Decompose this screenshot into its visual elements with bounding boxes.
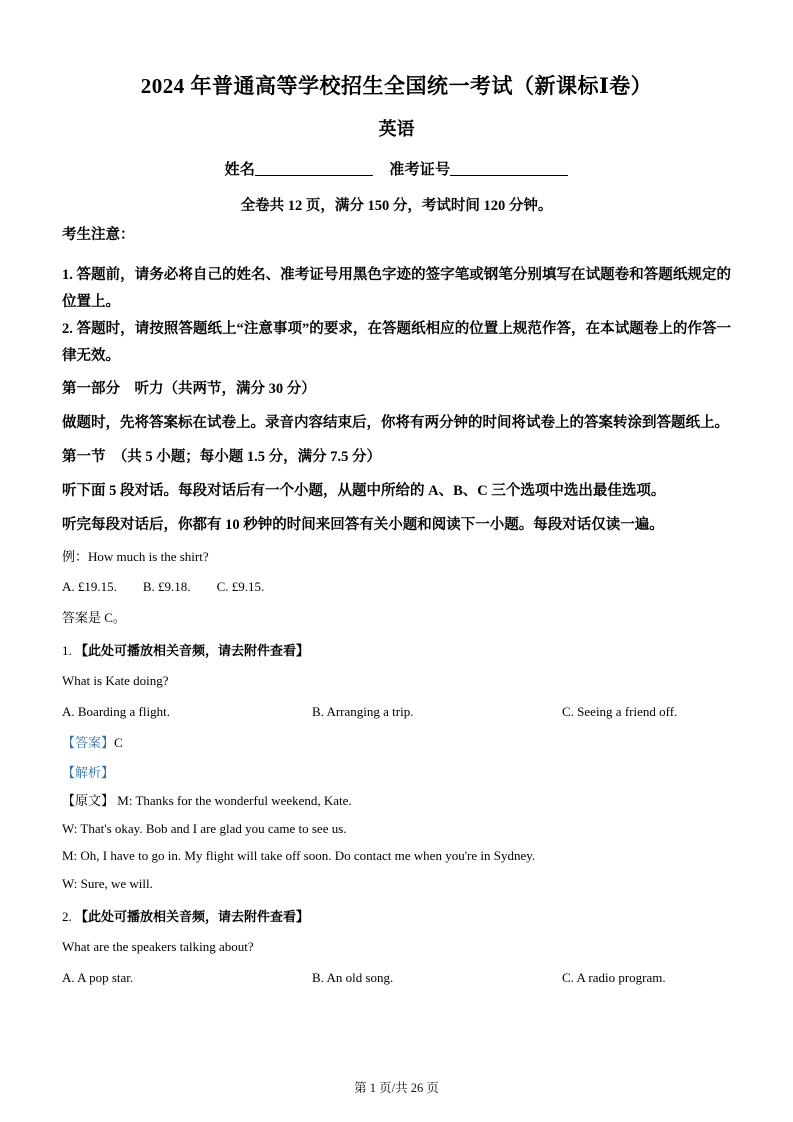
subject-title: 英语 [378,119,415,140]
question-1-option-a[interactable]: A. Boarding a flight. [62,703,170,719]
section-one-desc-1: 听下面 5 段对话。每段对话后有一个小题，从题中所给的 A、B、C 三个选项中选出最佳选项。 [62,482,666,499]
question-1-option-c[interactable]: C. Seeing a friend off. [562,703,678,719]
answer-label: 【答案】 [62,734,115,750]
part-one-desc: 做题时，先将答案标在试卷上。录音内容结束后，你将有两分钟的时间将试卷上的答案转涂到答题纸上。 [62,415,729,432]
answer-value: C [114,734,123,750]
example-answer: 答案是 C。 [62,609,126,625]
identity-line [62,158,731,179]
example-options [62,575,731,600]
example-question: 例：How much is the shirt? [62,548,209,564]
question-2-header [62,905,731,930]
question-1-audio-note[interactable]: 【此处可播放相关音频，请去附件查看】 [75,642,310,658]
section-one-desc-2: 听完每段对话后，你都有 10 秒钟的时间来回答有关小题和阅读下一小题。每段对话仅读一遍。 [62,516,664,533]
notice-item-1: 1. 答题前，请务必将自己的姓名、准考证号用黑色字迹的签字笔或钢笔分别填写在试题卷和答题纸规定的位置上。 [62,267,731,311]
question-2-audio-note[interactable]: 【此处可播放相关音频，请去附件查看】 [75,908,310,924]
page-footer: 第 1 页/共 26 页 [354,1081,439,1095]
question-1-script-line-3: M: Oh, I have to go in. My flight will take off soon. Do contact me when you're in Sydney. [62,848,536,864]
example-option-a: A. £19.15. [62,579,117,595]
notice-item-2: 2. 答题时，请按照答题纸上“注意事项”的要求，在答题纸相应的位置上规范作答，在本试题卷上的作答一律无效。 [62,320,731,364]
notice-block [62,262,731,369]
script-label: 【原文】 [62,793,115,809]
ticket-label: 准考证号 [389,162,451,179]
part-one-heading: 第一部分 听力（共两节，满分 30 分） [62,381,316,398]
question-1-header [62,639,731,664]
question-2-stem: What are the speakers talking about? [62,939,254,955]
page-title: 2024 年普通高等学校招生全国统一考试（新课标Ⅰ卷） [140,74,653,98]
question-2-options [62,966,731,991]
question-1-stem: What is Kate doing? [62,673,169,689]
notice-heading: 考生注意： [62,227,135,244]
question-2-option-c[interactable]: C. A radio program. [562,970,666,986]
question-2-number: 2. [62,908,72,924]
question-1-script-line-4: W: Sure, we will. [62,876,153,892]
section-one-heading: 第一节 （共 5 小题；每小题 1.5 分，满分 7.5 分） [62,449,381,466]
example-option-b: B. £9.18. [142,579,191,595]
question-1-option-b[interactable]: B. Arranging a trip. [312,703,414,719]
question-1-script-line-2: W: That's okay. Bob and I are glad you came to see us. [62,820,347,836]
name-blank[interactable] [255,175,373,176]
question-1-number: 1. [62,642,72,658]
question-1-analysis-label: 【解析】 [62,765,115,781]
name-label: 姓名 [224,162,256,179]
exam-info: 全卷共 12 页，满分 150 分，考试时间 120 分钟。 [240,198,553,215]
question-2-option-b[interactable]: B. An old song. [312,970,394,986]
question-1-options [62,700,731,725]
question-1-answer [62,731,731,756]
question-1-script-line-1 [62,789,731,814]
question-2-option-a[interactable]: A. A pop star. [62,970,134,986]
ticket-blank[interactable] [450,175,568,176]
example-option-c: C. £9.15. [216,579,265,595]
script-text-1: M: Thanks for the wonderful weekend, Kate. [117,793,352,809]
